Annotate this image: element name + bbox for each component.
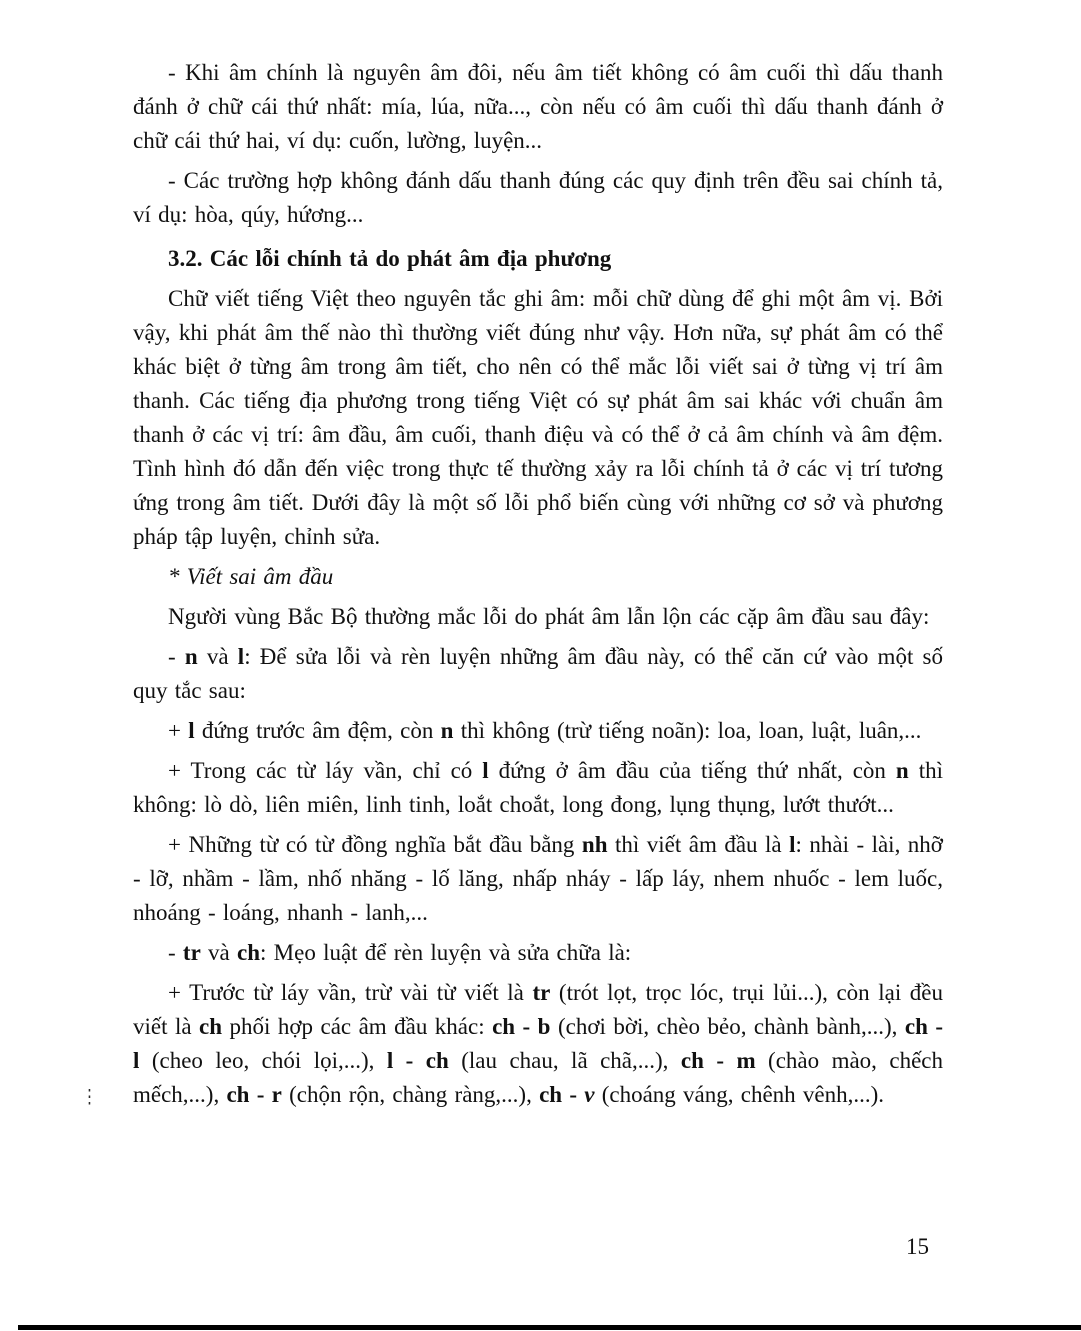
emphasized-text: ch - l [133,1014,944,1073]
text-run: - Khi âm chính là nguyên âm đôi, nếu âm tiết không có âm cuối thì dấu thanh đánh ở chữ cái thứ nhất: mía, lúa, nữa..., còn nếu có âm cuối thì dấu thanh đánh ở chữ cái thứ hai, ví dụ: cuốn, lường, luyện... [133,60,943,153]
text-run: thì không (trừ tiếng noãn): loa, loan, luật, luân,... [453,718,922,743]
emphasized-text: n [895,758,909,783]
emphasized-text: n [440,718,454,743]
paragraph [133,282,943,554]
emphasized-text: nh [581,832,608,857]
paragraph [133,976,943,1112]
text-run: + Trước từ láy vần, trừ vài từ viết là [168,980,533,1005]
text-run: * Viết sai âm đầu [168,564,334,589]
text-run: : Mẹo luật để rèn luyện và sửa chữa là: [260,940,632,965]
text-run: Chữ viết tiếng Việt theo nguyên tắc ghi âm: mỗi chữ dùng để ghi một âm vị. Bởi vậy, khi phát âm thế nào thì thường viết đúng như vậy. Hơn nữa, sự phát âm có thể khác biệt ở từng âm trong âm tiết, cho nên có thể mắc lỗi viết sai ở từng vị trí âm thanh. Các tiếng địa phương trong tiếng Việt có sự phát âm sai khác với chuẩn âm thanh ở các vị trí: âm đầu, âm cuối, thanh điệu và có thể ở cả âm chính và âm đệm. Tình hình đó dẫn đến việc trong thực tế thường xảy ra lỗi chính tả ở các vị trí tương ứng trong âm tiết. Dưới đây là một số lỗi phổ biến cùng với những cơ sở và phương pháp tập luyện, chỉnh sửa. [133,286,943,549]
text-run: thì không: lò dò, liên miên, linh tinh, loắt choắt, long đong, lụng thụng, lướt thướt... [133,758,943,817]
paragraph [133,600,943,634]
scan-edge-bar [18,1325,1081,1330]
emphasized-text: ch - r [226,1082,282,1107]
page-number: 15 [906,1234,929,1259]
margin-ink-smudge: ⋮ [81,1087,98,1108]
emphasized-text: l [188,718,195,743]
text-run: + Những từ có từ đồng nghĩa bắt đầu bằng [168,832,582,857]
emphasized-text: l - ch [386,1048,449,1073]
emphasized-text: v [584,1082,595,1107]
emphasized-text: ch - m [680,1048,756,1073]
paragraph [133,640,943,708]
emphasized-text: tr [182,940,201,965]
emphasized-text: ch [199,1014,223,1039]
text-run: + [168,718,189,743]
paragraph [133,164,943,232]
text-run: : Để sửa lỗi và rèn luyện những âm đầu này, có thể căn cứ vào một số quy tắc sau: [133,644,943,703]
emphasized-text: ch [237,940,261,965]
emphasized-text: tr [532,980,551,1005]
text-run: và [200,940,238,965]
text-run: và [197,644,238,669]
text-run: (choáng váng, chênh vênh,...). [594,1082,885,1107]
paragraph [133,56,943,158]
text-run: Người vùng Bắc Bộ thường mắc lỗi do phát âm lẫn lộn các cặp âm đầu sau đây: [168,604,930,629]
paragraph [133,936,943,970]
emphasized-text: n [184,644,198,669]
emphasized-text: l [482,758,489,783]
text-run: (chào mào, chếch mếch,...), [133,1048,943,1107]
text-block [133,56,943,1112]
paragraph [133,754,943,822]
text-run: đứng trước âm đệm, còn [194,718,441,743]
text-run: (cheo leo, chói lọi,...), [139,1048,387,1073]
text-run: thì viết âm đầu là [607,832,790,857]
text-run: (lau chau, lã chã,...), [448,1048,681,1073]
text-run: : nhài - lài, nhỡ - lỡ, nhầm - lầm, nhố nhăng - lố lăng, nhấp nháy - lấp láy, nhem nhuốc - lem luốc, nhoáng - loáng, nhanh - lanh,... [133,832,943,925]
text-run: (chơi bời, chèo bẻo, chành bành,...), [550,1014,905,1039]
emphasized-text: l [237,644,245,669]
text-run: 3.2. Các lỗi chính tả do phát âm địa phương [168,246,612,271]
section-heading [133,242,943,276]
emphasized-text: ch - b [492,1014,551,1039]
text-run: đứng ở âm đầu của tiếng thứ nhất, còn [488,758,896,783]
text-run: phối hợp các âm đầu khác: [222,1014,493,1039]
paragraph [133,714,943,748]
text-run: (chộn rộn, chàng ràng,...), [281,1082,540,1107]
subsection-heading [133,560,943,594]
text-run: - [168,940,183,965]
text-run: (trót lọt, trọc lóc, trụi lủi...), còn lại đều viết là [133,980,943,1039]
paragraph [133,828,943,930]
text-run: + Trong các từ láy vần, chỉ có [168,758,483,783]
emphasized-text: ch - [539,1082,585,1107]
text-run: - [168,644,185,669]
text-run: - Các trường hợp không đánh dấu thanh đúng các quy định trên đều sai chính tả, ví dụ: hòa, qúy, hứơng... [133,168,943,227]
emphasized-text: l [789,832,796,857]
